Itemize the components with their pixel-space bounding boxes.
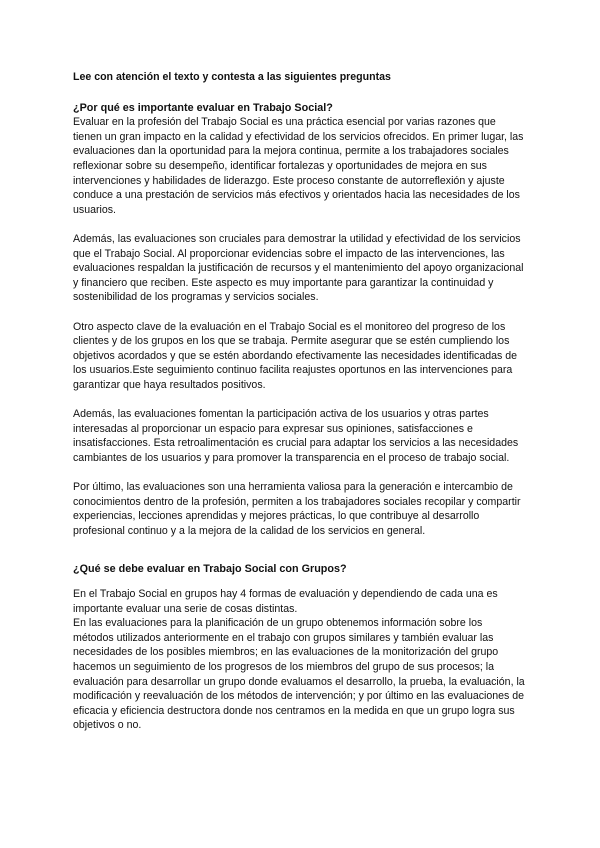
document-body [73,70,525,733]
paragraph-importance-4: Además, las evaluaciones fomentan la participación activa de los usuarios y otras partes interesadas al proporcionar un espacio para expresar sus opiniones, satisfacciones e insatisfacciones. Esta retroalimentación es crucial para adaptar los servicios a las necesidades cambiantes de los usuarios y para promover la transparencia en el proceso de trabajo social. [73,408,519,464]
section-heading-importance: ¿Por qué es importante evaluar en Trabajo Social? [73,101,333,114]
paragraph-groups-1: En el Trabajo Social en grupos hay 4 formas de evaluación y dependiendo de cada una es importante evaluar una serie de cosas distintas. [73,588,498,615]
document-title: Lee con atención el texto y contesta a las siguientes preguntas [73,71,391,83]
paragraph-importance-1: Evaluar en la profesión del Trabajo Social es una práctica esencial por varias razones que tienen un gran impacto en la calidad y efectividad de los servicios ofrecidos. En primer lugar, las evaluaciones dan la oportunidad para la mejora continua, permite a los trabajadores sociales reflexionar sobre su desempeño, identificar fortalezas y oportunidades de mejora en sus intervenciones y habilidades de liderazgo. Este proceso constante de autorreflexión y ajuste conduce a una prestación de servicios más efectivos y orientados hacia las necesidades de los usuarios. [73,116,524,216]
paragraph-importance-2: Además, las evaluaciones son cruciales para demostrar la utilidad y efectividad de los servicios que el Trabajo Social. Al proporcionar evidencias sobre el impacto de las intervenciones, las evaluaciones respaldan la justificación de recursos y el mantenimiento del apoyo organizacional y financiero que reciben. Este aspecto es muy importante para garantizar la continuidad y sostenibilidad de los programas y servicios sociales. [73,232,524,304]
paragraph-importance-3: Otro aspecto clave de la evaluación en el Trabajo Social es el monitoreo del progreso de los clientes y de los grupos en los que se trabaja. Permite asegurar que se estén cumpliendo los objetivos acordados y que se estén abordando efectivamente las necesidades identificadas de los usuarios.Este seguimiento continuo facilita reajustes oportunos en las intervenciones para garantizar que haya resultados positivos. [73,320,518,391]
paragraph-groups-2: En las evaluaciones para la planificación de un grupo obtenemos información sobre los métodos utilizados anteriormente en el trabajo con grupos similares y también evaluar las necesidades de los posibles miembros; en las evaluaciones de la monitorización del grupo hacemos un seguimiento de los progresos de los miembros del grupo de sus procesos; la evaluación para desarrollar un grupo donde evaluamos el desarrollo, la prueba, la evaluación, la modificación y reevaluación de los métodos de intervención; y por último en las evaluaciones de eficacia y eficiencia destructora donde nos centramos en la medida en que un grupo logra sus objetivos o no. [73,617,525,732]
section-heading-groups: ¿Qué se debe evaluar en Trabajo Social con Grupos? [73,563,347,576]
paragraph-importance-5: Por último, las evaluaciones son una herramienta valiosa para la generación e intercambio de conocimientos dentro de la profesión, permiten a los trabajadores sociales recopilar y compartir experiencias, lecciones aprendidas y mejores prácticas, lo que contribuye al desarrollo profesional continuo y a la mejora de la calidad de los servicios en general. [73,481,521,537]
